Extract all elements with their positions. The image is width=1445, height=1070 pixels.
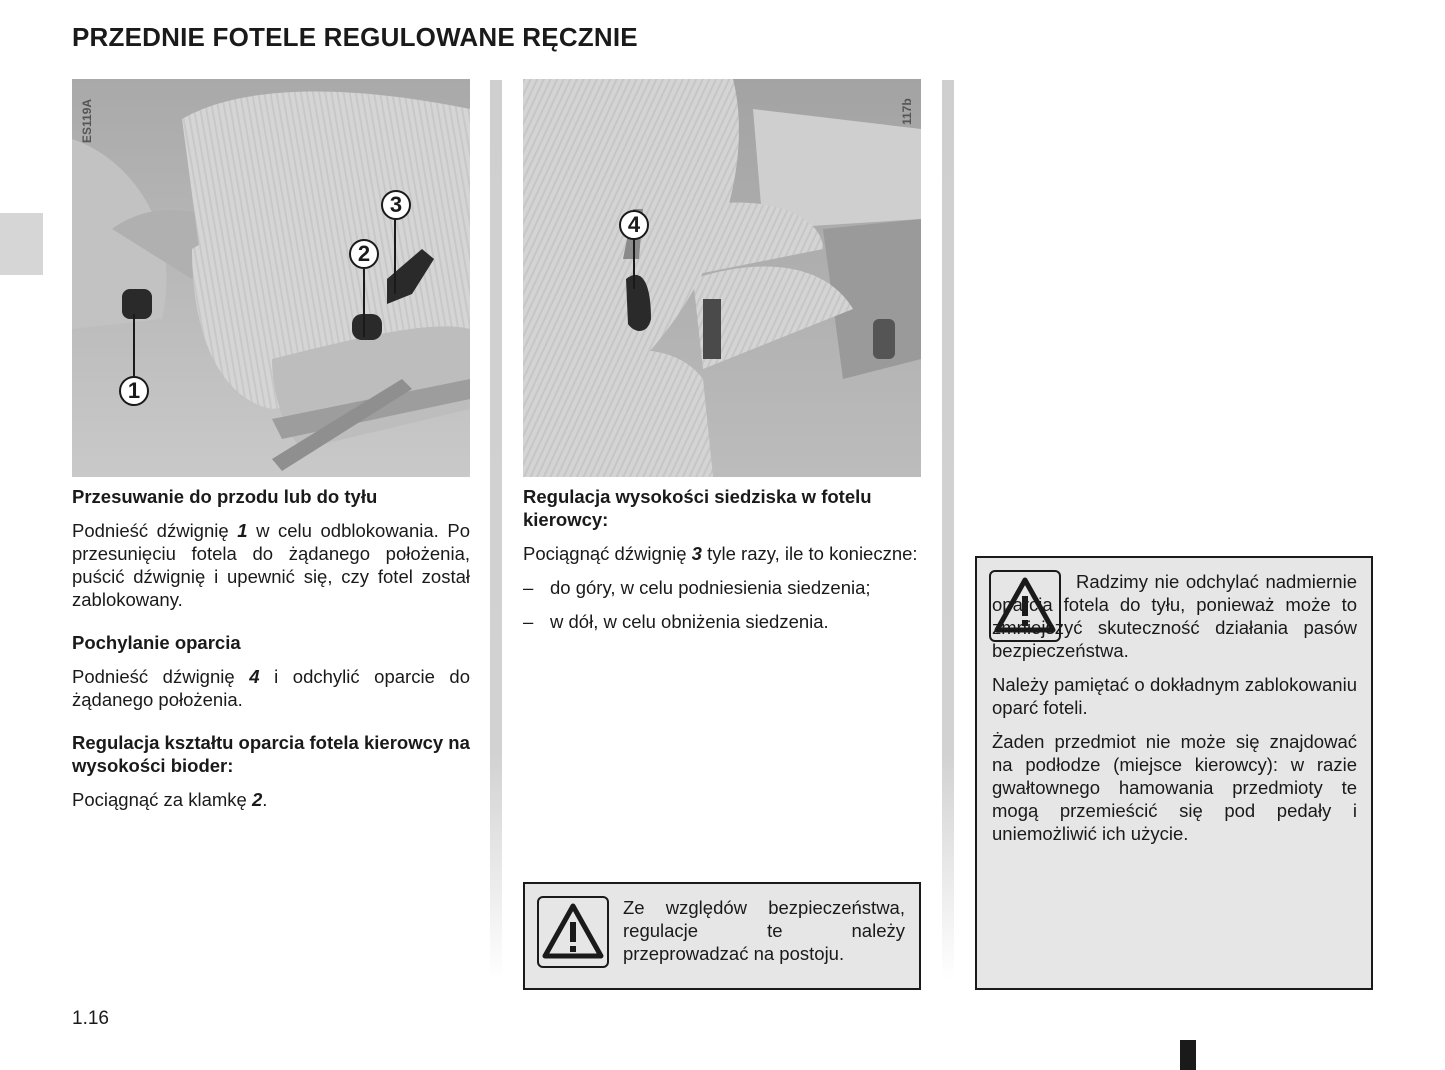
- figure-code-left: ES119A: [80, 98, 94, 143]
- list-item: – do góry, w celu podniesienia siedzenia;: [523, 577, 871, 598]
- heading-slide: Przesuwanie do przodu lub do tyłu: [72, 486, 378, 507]
- list-item: – w dół, w celu obniżenia siedzenia.: [523, 611, 829, 632]
- paragraph-recline: Podnieść dźwignię 4 i odchylić oparcie do żądanego położenia.: [72, 666, 470, 710]
- lever-ref-4: 4: [249, 666, 260, 687]
- section-marker: [1180, 1040, 1196, 1070]
- middle-column: [523, 485, 921, 633]
- heading-recline: Pochylanie oparcia: [72, 632, 241, 653]
- warning-box-seat: [975, 556, 1373, 990]
- paragraph-lumbar: Pociągnąć za klamkę 2.: [72, 789, 268, 810]
- warning-text-stationary: Ze względów bezpieczeństwa, regulacje te należy przeprowadzać na postoju.: [623, 897, 905, 964]
- callout-4: 4: [619, 210, 649, 240]
- warning-text-floor: Żaden przedmiot nie może się znajdować na podłodze (miejsce kierowcy): w razie gwałtownego hamowania przedmioty te mogą przemieścić się pod pedały i uniemożliwić ich użycie.: [992, 731, 1357, 844]
- seat-side-illustration: [72, 79, 470, 477]
- figure-code-middle: 117b: [900, 98, 914, 125]
- paragraph-height: Pociągnąć dźwignię 3 tyle razy, ile to konieczne:: [523, 543, 918, 564]
- section-tab: [0, 213, 43, 275]
- heading-lumbar: Regulacja kształtu oparcia fotela kierowcy na wysokości bioder:: [72, 732, 470, 776]
- left-column: [72, 485, 470, 811]
- heading-height: Regulacja wysokości siedziska w fotelu kierowcy:: [523, 486, 872, 530]
- paragraph-slide: Podnieść dźwignię 1 w celu odblokowania. Po przesunięciu fotela do żądanego położenia, puścić dźwignię i upewnić się, czy fotel został zablokowany.: [72, 520, 470, 610]
- column-divider-right: [942, 80, 954, 980]
- figure-seat-levers: [72, 79, 470, 477]
- warning-text-recline: Radzimy nie odchylać nadmiernie oparcia fotela do tyłu, ponieważ może to zmniejszyć skuteczność działania pasów bezpieczeństwa.: [992, 571, 1357, 661]
- callout-3: 3: [381, 190, 411, 220]
- figure-backrest-lever: [523, 79, 921, 477]
- column-divider-left: [490, 80, 502, 980]
- page-title: PRZEDNIE FOTELE REGULOWANE RĘCZNIE: [72, 22, 638, 52]
- callout-2: 2: [349, 239, 379, 269]
- lever-ref-1: 1: [237, 520, 248, 541]
- warning-box-stationary: [523, 882, 921, 990]
- warning-text-lock: Należy pamiętać o dokładnym zablokowaniu oparć foteli.: [992, 674, 1357, 718]
- warning-triangle-icon: [537, 896, 609, 968]
- lever-ref-2: 2: [251, 789, 263, 810]
- lever-ref-3: 3: [691, 543, 702, 564]
- callout-1: 1: [119, 376, 149, 406]
- page-number: 1.16: [72, 1008, 109, 1029]
- seat-backrest-illustration: [523, 79, 921, 477]
